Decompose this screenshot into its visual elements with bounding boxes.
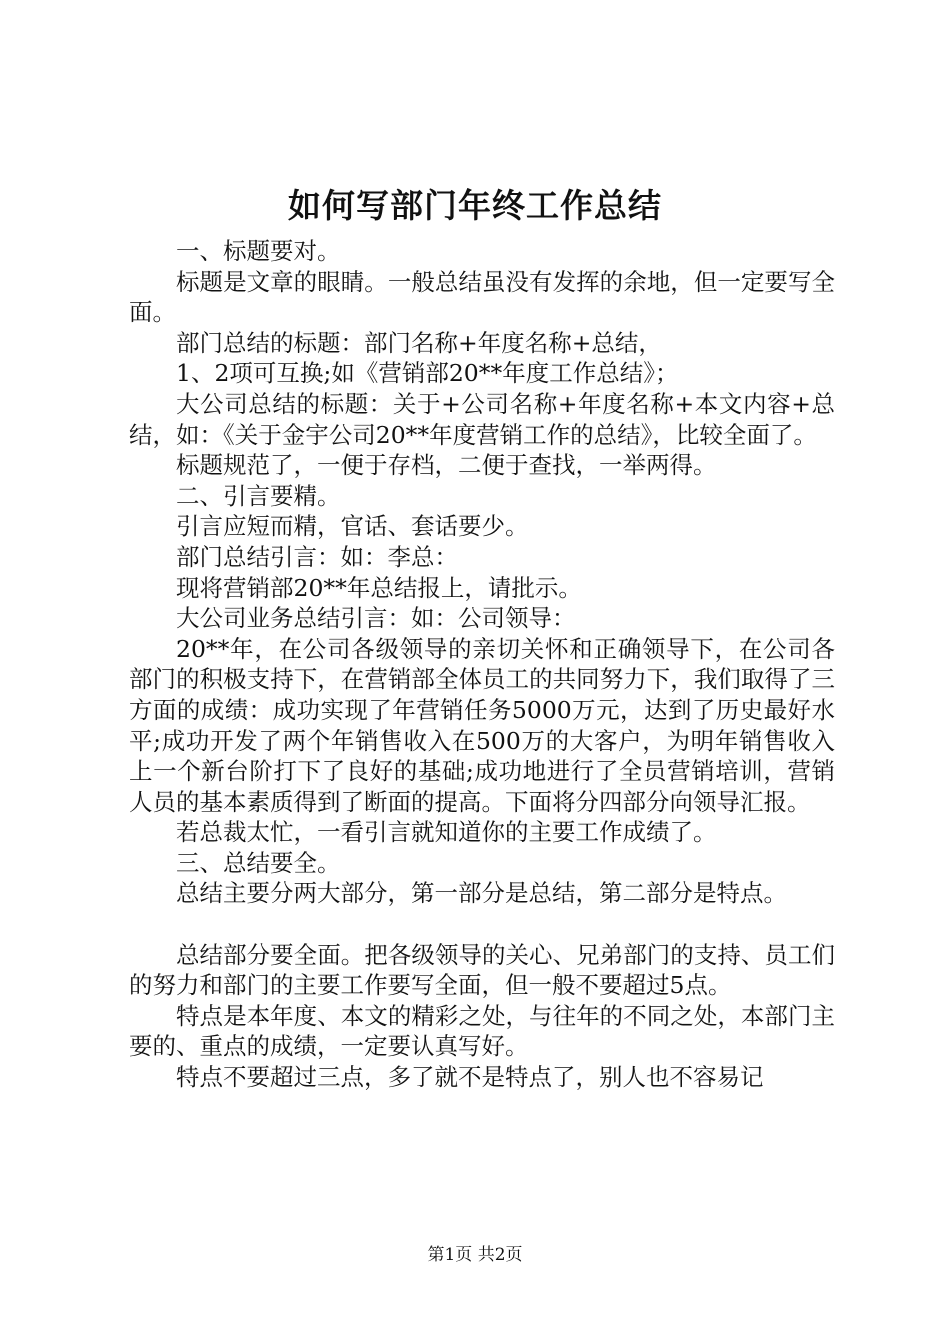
paragraph: 大公司总结的标题：关于+公司名称+年度名称+本文内容+总结，如：《关于金宇公司20**年度营销工作的总结》，比较全面了。 <box>129 389 835 449</box>
page-number-footer: 第1页 共2页 <box>427 1245 523 1265</box>
paragraph: 部门总结引言：如：李总： <box>176 542 458 571</box>
paragraph: 现将营销部20**年总结报上，请批示。 <box>176 573 582 602</box>
paragraph: 特点是本年度、本文的精彩之处，与往年的不同之处，本部门主要的、重点的成绩，一定要认真写好。 <box>129 1001 835 1061</box>
paragraph: 标题是文章的眼睛。一般总结虽没有发挥的余地，但一定要写全面。 <box>129 267 835 327</box>
paragraph: 引言应短而精，官话、套话要少。 <box>176 512 529 541</box>
paragraph: 20**年，在公司各级领导的亲切关怀和正确领导下，在公司各部门的积极支持下，在营销部全体员工的共同努力下，我们取得了三方面的成绩：成功实现了年营销任务5000万元，达到了历史最好水平;成功开发了两个年销售收入在500万的大客户，为明年销售收入上一个新台阶打下了良好的基础;成功地进行了全员营销培训，营销人员的基本素质得到了断面的提高。下面将分四部分向领导汇报。 <box>129 634 835 816</box>
paragraph: 总结部分要全面。把各级领导的关心、兄弟部门的支持、员工们的努力和部门的主要工作要写全面，但一般不要超过5点。 <box>129 940 835 1000</box>
paragraph-heading-2: 二、引言要精。 <box>176 481 341 510</box>
paragraph-heading-1: 一、标题要对。 <box>176 237 341 265</box>
paragraph: 部门总结的标题：部门名称+年度名称+总结， <box>176 328 662 357</box>
paragraph: 大公司业务总结引言：如：公司领导： <box>176 604 576 633</box>
paragraph: 标题规范了，一便于存档，二便于查找，一举两得。 <box>176 451 717 480</box>
paragraph: 特点不要超过三点，多了就不是特点了，别人也不容易记 <box>176 1063 764 1092</box>
document-body <box>129 236 835 1093</box>
document-title: 如何写部门年终工作总结 <box>288 186 662 225</box>
paragraph: 若总裁太忙，一看引言就知道你的主要工作成绩了。 <box>176 818 717 847</box>
paragraph: 1、2项可互换;如《营销部20**年度工作总结》； <box>176 359 679 388</box>
paragraph: 总结主要分两大部分，第一部分是总结，第二部分是特点。 <box>176 879 787 908</box>
paragraph-heading-3: 三、总结要全。 <box>176 848 341 877</box>
